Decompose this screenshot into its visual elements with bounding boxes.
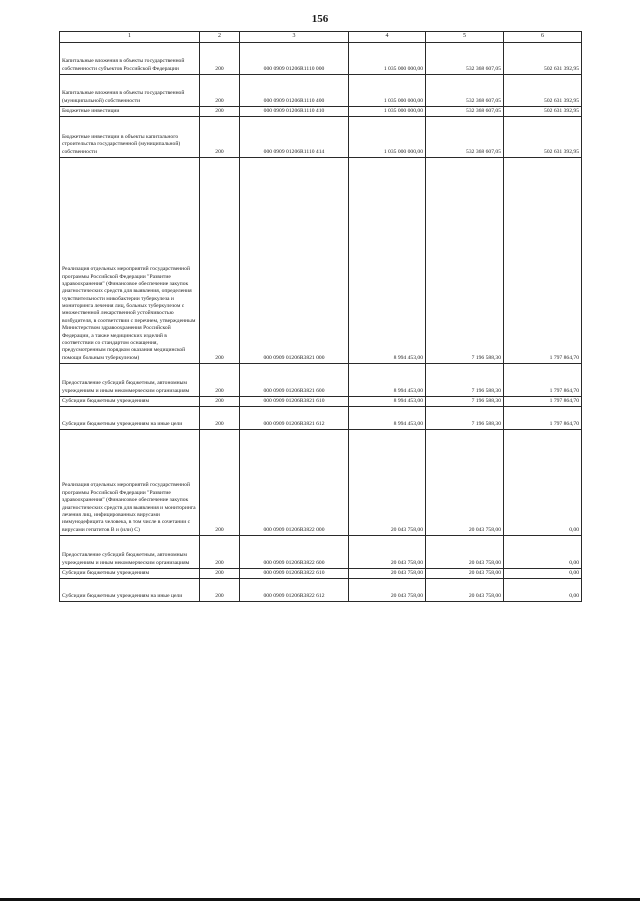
row-value-approved: 1 035 000 000,00: [349, 107, 426, 117]
table-row: [60, 75, 582, 107]
row-value-executed: 532 368 607,05: [426, 43, 504, 75]
table-row: [60, 158, 582, 364]
row-value-unexecuted: 1 797 864,70: [504, 397, 582, 407]
page-bottom-rule: [0, 898, 640, 901]
row-name: Субсидии бюджетным учреждениям: [60, 397, 200, 407]
table-row: [60, 569, 582, 579]
row-value-unexecuted: 502 631 392,95: [504, 107, 582, 117]
row-value-executed: 20 043 758,00: [426, 430, 504, 536]
row-kbk: 000 0909 01206R1110 000: [240, 43, 349, 75]
row-name: Капитальные вложения в объекты государственной (муниципальной) собственности: [60, 75, 200, 107]
row-kbk: 000 0909 01206R3822 000: [240, 430, 349, 536]
row-value-executed: 7 196 588,30: [426, 158, 504, 364]
row-value-unexecuted: 502 631 392,95: [504, 75, 582, 107]
row-code: 200: [200, 397, 240, 407]
row-value-executed: 20 043 758,00: [426, 536, 504, 569]
row-code: 200: [200, 75, 240, 107]
row-value-approved: 8 994 453,00: [349, 364, 426, 397]
table-row: [60, 536, 582, 569]
row-name: Бюджетные инвестиции: [60, 107, 200, 117]
row-name: Предоставление субсидий бюджетным, автономным учреждениям и иным некоммерческим организациям: [60, 536, 200, 569]
row-value-executed: 7 196 588,30: [426, 364, 504, 397]
row-value-approved: 20 043 758,00: [349, 430, 426, 536]
row-value-approved: 20 043 758,00: [349, 569, 426, 579]
row-kbk: 000 0909 01206R3821 610: [240, 397, 349, 407]
row-name: Реализация отдельных мероприятий государственной программы Российской Федерации "Развитие здравоохранения" (Финансовое обеспечение закупок диагностических средств для выявления и мониторинга лечения лиц, инфицированных вирусами иммунодефицита человека, в том числе в сочетании с вирусами гепатитов В и (или) С): [60, 430, 200, 536]
row-code: 200: [200, 117, 240, 158]
table-row: [60, 407, 582, 430]
row-value-approved: 20 043 758,00: [349, 579, 426, 602]
column-header: 3: [240, 32, 349, 43]
row-name: Субсидии бюджетным учреждениям: [60, 569, 200, 579]
row-kbk: 000 0909 01206R1110 400: [240, 75, 349, 107]
row-code: 200: [200, 430, 240, 536]
row-name: Субсидии бюджетным учреждениям на иные цели: [60, 579, 200, 602]
row-value-unexecuted: 502 631 392,95: [504, 43, 582, 75]
table-header-row: [60, 32, 582, 43]
table-row: [60, 43, 582, 75]
row-value-executed: 7 196 588,30: [426, 397, 504, 407]
row-kbk: 000 0909 01206R3821 612: [240, 407, 349, 430]
row-code: 200: [200, 407, 240, 430]
row-value-executed: 7 196 588,30: [426, 407, 504, 430]
row-value-executed: 532 368 607,05: [426, 117, 504, 158]
row-code: 200: [200, 364, 240, 397]
row-value-approved: 1 035 000 000,00: [349, 117, 426, 158]
column-header: 5: [426, 32, 504, 43]
row-value-unexecuted: 0,00: [504, 430, 582, 536]
row-value-unexecuted: 502 631 392,95: [504, 117, 582, 158]
row-kbk: 000 0909 01206R1110 414: [240, 117, 349, 158]
table-row: [60, 107, 582, 117]
row-value-executed: 532 368 607,05: [426, 75, 504, 107]
table-row: [60, 430, 582, 536]
row-name: Субсидии бюджетным учреждениям на иные цели: [60, 407, 200, 430]
row-value-executed: 20 043 758,00: [426, 579, 504, 602]
row-value-unexecuted: 0,00: [504, 536, 582, 569]
row-value-unexecuted: 1 797 864,70: [504, 364, 582, 397]
row-kbk: 000 0909 01206R3822 600: [240, 536, 349, 569]
row-value-approved: 8 994 453,00: [349, 397, 426, 407]
page-number: 156: [311, 13, 329, 25]
row-kbk: 000 0909 01206R3822 612: [240, 579, 349, 602]
column-header: 2: [200, 32, 240, 43]
row-code: 200: [200, 579, 240, 602]
row-kbk: 000 0909 01206R1110 410: [240, 107, 349, 117]
row-value-approved: 20 043 758,00: [349, 536, 426, 569]
row-value-approved: 1 035 000 000,00: [349, 43, 426, 75]
row-code: 200: [200, 43, 240, 75]
budget-table: [59, 31, 582, 602]
row-value-unexecuted: 1 797 864,70: [504, 158, 582, 364]
row-kbk: 000 0909 01206R3821 600: [240, 364, 349, 397]
column-header: 6: [504, 32, 582, 43]
row-value-unexecuted: 0,00: [504, 569, 582, 579]
row-name: Предоставление субсидий бюджетным, автономным учреждениям и иным некоммерческим организациям: [60, 364, 200, 397]
table-row: [60, 117, 582, 158]
row-name: Реализация отдельных мероприятий государственной программы Российской Федерации "Развитие здравоохранения" (Финансовое обеспечение закупок диагностических средств для выявления, определения чувствительности микобактерии туберкулеза и мониторинга лечения лиц, больных туберкулезом с множественной лекарственной устойчивостью возбудителя, в соответствии с перечнем, утвержденным Министерством здравоохранения Российской Федерации, а также медицинских изделий в соответствии со стандартом оснащения, предусмотренным порядком оказания медицинской помощи больным туберкулезом): [60, 158, 200, 364]
row-value-approved: 8 994 453,00: [349, 158, 426, 364]
row-value-executed: 532 368 607,05: [426, 107, 504, 117]
table-row: [60, 579, 582, 602]
row-value-approved: 8 994 453,00: [349, 407, 426, 430]
row-name: Бюджетные инвестиции в объекты капитального строительства государственной (муниципальной) собственности: [60, 117, 200, 158]
row-value-unexecuted: 1 797 864,70: [504, 407, 582, 430]
row-value-approved: 1 035 000 000,00: [349, 75, 426, 107]
row-name: Капитальные вложения в объекты государственной собственности субъектов Российской Федерации: [60, 43, 200, 75]
row-code: 200: [200, 107, 240, 117]
row-kbk: 000 0909 01206R3822 610: [240, 569, 349, 579]
table-row: [60, 364, 582, 397]
row-code: 200: [200, 569, 240, 579]
row-kbk: 000 0909 01206R3821 000: [240, 158, 349, 364]
column-header: 1: [60, 32, 200, 43]
row-code: 200: [200, 158, 240, 364]
row-value-executed: 20 043 758,00: [426, 569, 504, 579]
table-row: [60, 397, 582, 407]
row-code: 200: [200, 536, 240, 569]
column-header: 4: [349, 32, 426, 43]
row-value-unexecuted: 0,00: [504, 579, 582, 602]
